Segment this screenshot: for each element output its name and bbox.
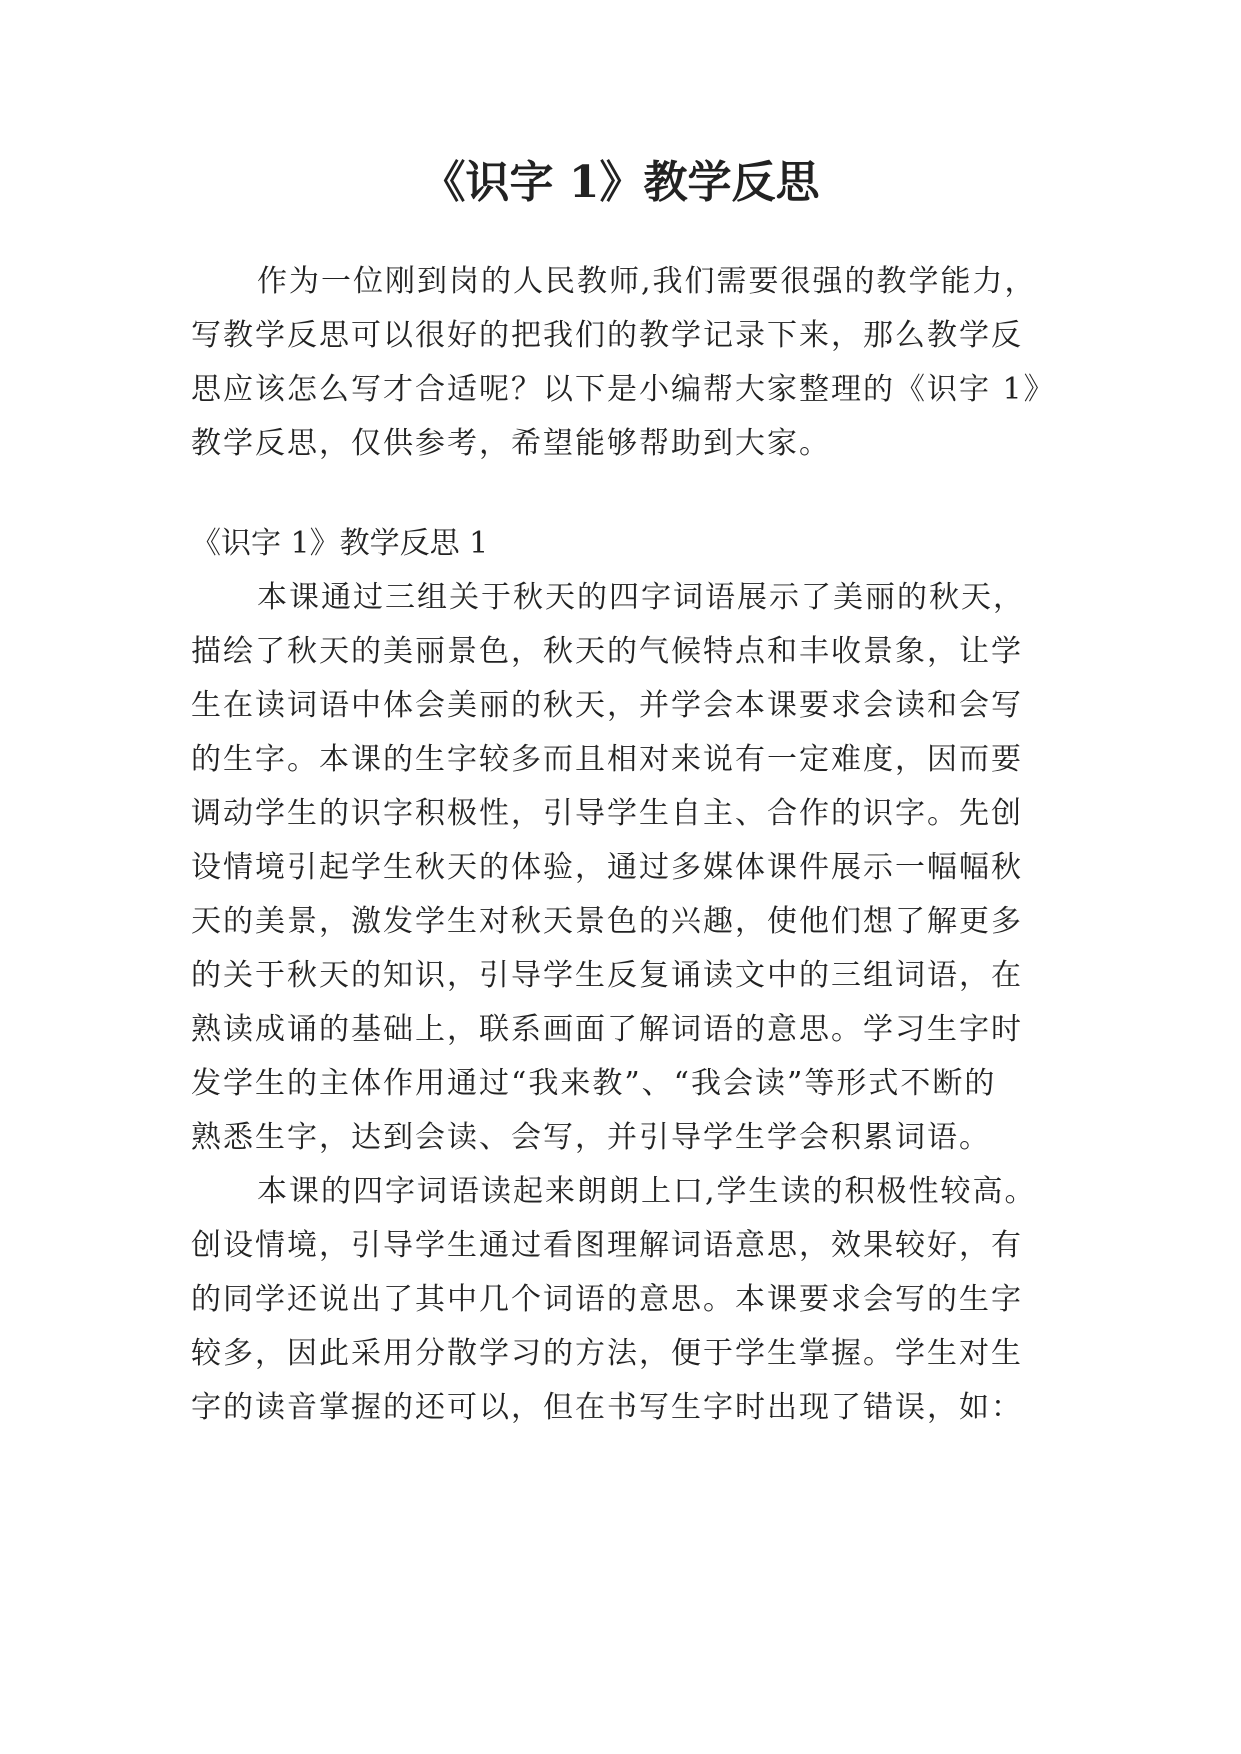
paragraph-line: 天的美景，激发学生对秋天景色的兴趣，使他们想了解更多 <box>191 904 1023 939</box>
intro-line: 教学反思，仅供参考，希望能够帮助到大家。 <box>191 426 831 461</box>
document-title: 《识字 1》教学反思 <box>421 157 820 208</box>
paragraph-line: 创设情境，引导学生通过看图理解词语意思，效果较好，有 <box>191 1228 1023 1263</box>
intro-line: 作为一位刚到岗的人民教师,我们需要很强的教学能力， <box>257 264 1037 299</box>
paragraph-line: 较多，因此采用分散学习的方法，便于学生掌握。学生对生 <box>191 1336 1023 1371</box>
paragraph-line: 的同学还说出了其中几个词语的意思。本课要求会写的生字 <box>191 1282 1023 1317</box>
paragraph-line: 字的读音掌握的还可以，但在书写生字时出现了错误，如： <box>191 1390 1023 1425</box>
paragraph-line: 调动学生的识字积极性，引导学生自主、合作的识字。先创 <box>191 796 1023 831</box>
paragraph-line: 发学生的主体作用通过“我来教”、“我会读”等形式不断的 <box>191 1066 997 1101</box>
section-heading: 《识字 1》教学反思 1 <box>191 526 489 561</box>
paragraph-line: 熟悉生字，达到会读、会写，并引导学生学会积累词语。 <box>191 1120 991 1155</box>
paragraph-line: 的关于秋天的知识，引导学生反复诵读文中的三组词语，在 <box>191 958 1023 993</box>
paragraph-line: 设情境引起学生秋天的体验，通过多媒体课件展示一幅幅秋 <box>191 850 1023 885</box>
paragraph-line: 熟读成诵的基础上，联系画面了解词语的意思。学习生字时 <box>191 1012 1023 1047</box>
paragraph-line: 描绘了秋天的美丽景色，秋天的气候特点和丰收景象，让学 <box>191 634 1023 669</box>
intro-line: 写教学反思可以很好的把我们的教学记录下来，那么教学反 <box>191 318 1023 353</box>
paragraph-line: 本课的四字词语读起来朗朗上口,学生读的积极性较高。 <box>257 1174 1037 1209</box>
intro-line: 思应该怎么写才合适呢？以下是小编帮大家整理的《识字 1》 <box>191 372 1056 407</box>
paragraph-line: 本课通过三组关于秋天的四字词语展示了美丽的秋天， <box>257 580 1025 615</box>
paragraph-line: 的生字。本课的生字较多而且相对来说有一定难度，因而要 <box>191 742 1023 777</box>
paragraph-line: 生在读词语中体会美丽的秋天，并学会本课要求会读和会写 <box>191 688 1023 723</box>
